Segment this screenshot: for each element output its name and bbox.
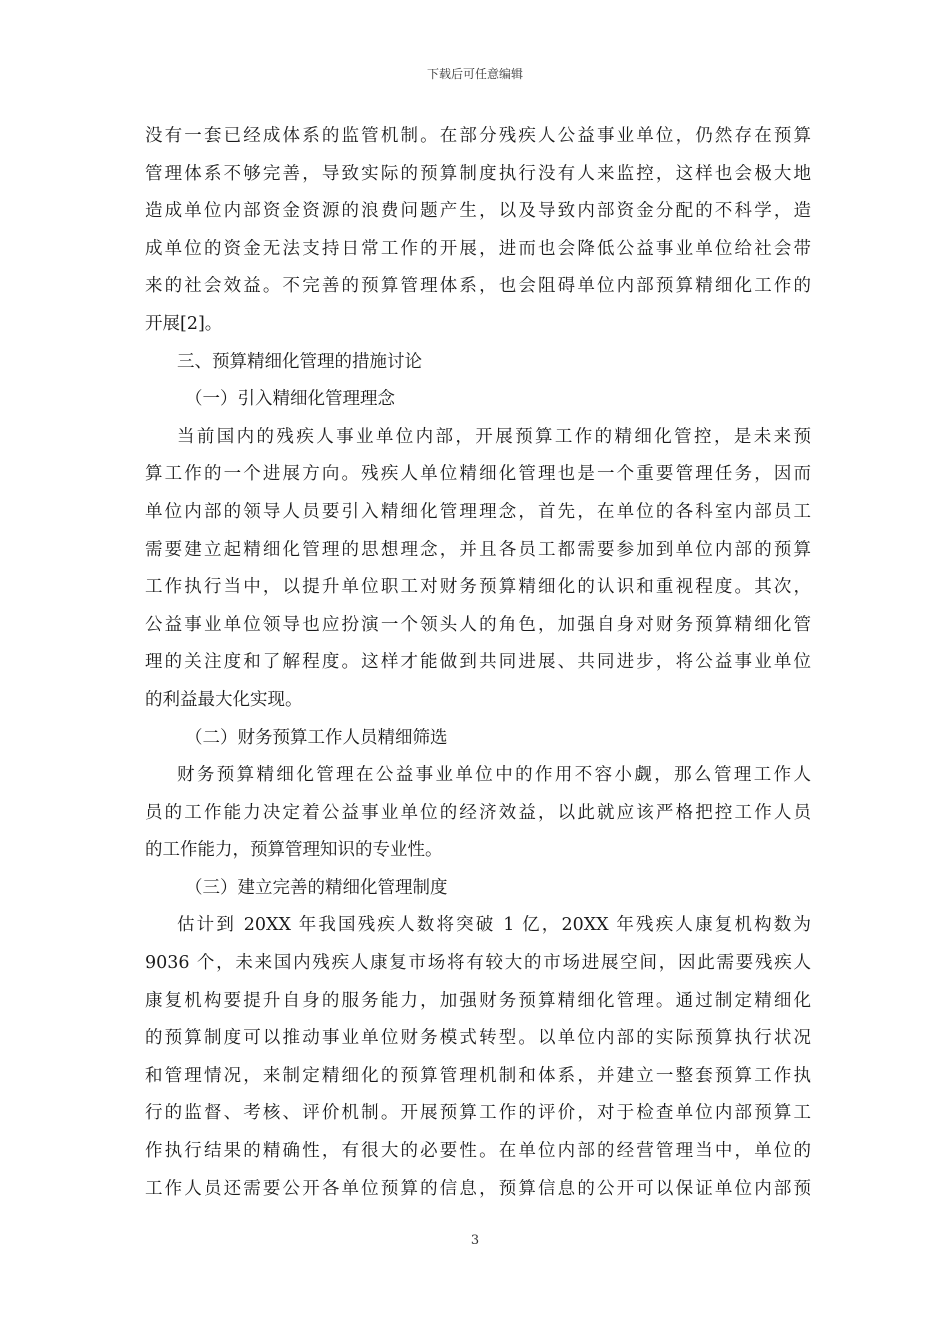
text-line-4: 成单位的资金无法支持日常工作的开展，进而也会降低公益事业单位给社会带 (145, 238, 811, 259)
text-line-22: 估计到 20XX 年我国残疾人数将突破 1 亿，20XX 年残疾人康复机构数为 (177, 915, 811, 936)
text-line-23: 9036 个，未来国内残疾人康复市场将有较大的市场进展空间，因此需要残疾人 (145, 953, 811, 974)
text-line-3: 造成单位内部资金资源的浪费问题产生，以及导致内部资金分配的不科学，造 (145, 201, 811, 222)
text-line-15: 理的关注度和了解程度。这样才能做到共同进展、共同进步，将公益事业单位 (145, 652, 811, 673)
text-line-20: 的工作能力，预算管理知识的专业性。 (145, 840, 443, 861)
text-line-1: 没有一套已经成体系的监管机制。在部分残疾人公益事业单位，仍然存在预算 (145, 126, 811, 146)
document-body (145, 118, 811, 1208)
text-line-27: 行的监督、考核、评价机制。开展预算工作的评价，对于检查单位内部预算工 (145, 1103, 811, 1124)
text-line-11: 单位内部的领导人员要引入精细化管理理念，首先，在单位的各科室内部员工 (145, 501, 811, 522)
text-line-28: 作执行结果的精确性，有很大的必要性。在单位内部的经营管理当中，单位的 (145, 1141, 811, 1162)
page-number: 3 (470, 1233, 480, 1248)
text-line-24: 康复机构要提升自身的服务能力，加强财务预算精细化管理。通过制定精细化 (145, 990, 811, 1011)
page-header: 下载后可任意编辑 (426, 67, 523, 81)
subsection-heading-2: （二）财务预算工作人员精细筛选 (185, 727, 448, 748)
text-line-5: 来的社会效益。不完善的预算管理体系，也会阻碍单位内部预算精细化工作的 (145, 276, 811, 297)
subsection-heading-3: （三）建立完善的精细化管理制度 (185, 877, 448, 898)
text-line-26: 和管理情况，来制定精细化的预算管理机制和体系，并建立一整套预算工作执 (145, 1065, 811, 1086)
text-line-19: 员的工作能力决定着公益事业单位的经济效益，以此就应该严格把控工作人员 (145, 802, 811, 823)
text-line-14: 公益事业单位领导也应扮演一个领头人的角色，加强自身对财务预算精细化管 (145, 614, 811, 635)
text-line-2: 管理体系不够完善，导致实际的预算制度执行没有人来监控，这样也会极大地 (145, 163, 811, 184)
text-line-29: 工作人员还需要公开各单位预算的信息，预算信息的公开可以保证单位内部预 (145, 1178, 811, 1199)
section-heading: 三、预算精细化管理的措施讨论 (177, 351, 422, 372)
text-line-25: 的预算制度可以推动事业单位财务模式转型。以单位内部的实际预算执行状况 (145, 1028, 811, 1049)
text-line-12: 需要建立起精细化管理的思想理念，并且各员工都需要参加到单位内部的预算 (145, 539, 811, 560)
subsection-heading-1: （一）引入精细化管理理念 (185, 389, 395, 410)
text-line-13: 工作执行当中，以提升单位职工对财务预算精细化的认识和重视程度。其次， (145, 577, 811, 598)
text-line-16: 的利益最大化实现。 (145, 689, 303, 710)
text-line-6: 开展[2]。 (145, 313, 223, 334)
text-line-18: 财务预算精细化管理在公益事业单位中的作用不容小觑，那么管理工作人 (177, 765, 811, 786)
text-line-10: 算工作的一个进展方向。残疾人单位精细化管理也是一个重要管理任务，因而 (145, 464, 811, 485)
text-line-9: 当前国内的残疾人事业单位内部，开展预算工作的精细化管控，是未来预 (177, 426, 811, 447)
